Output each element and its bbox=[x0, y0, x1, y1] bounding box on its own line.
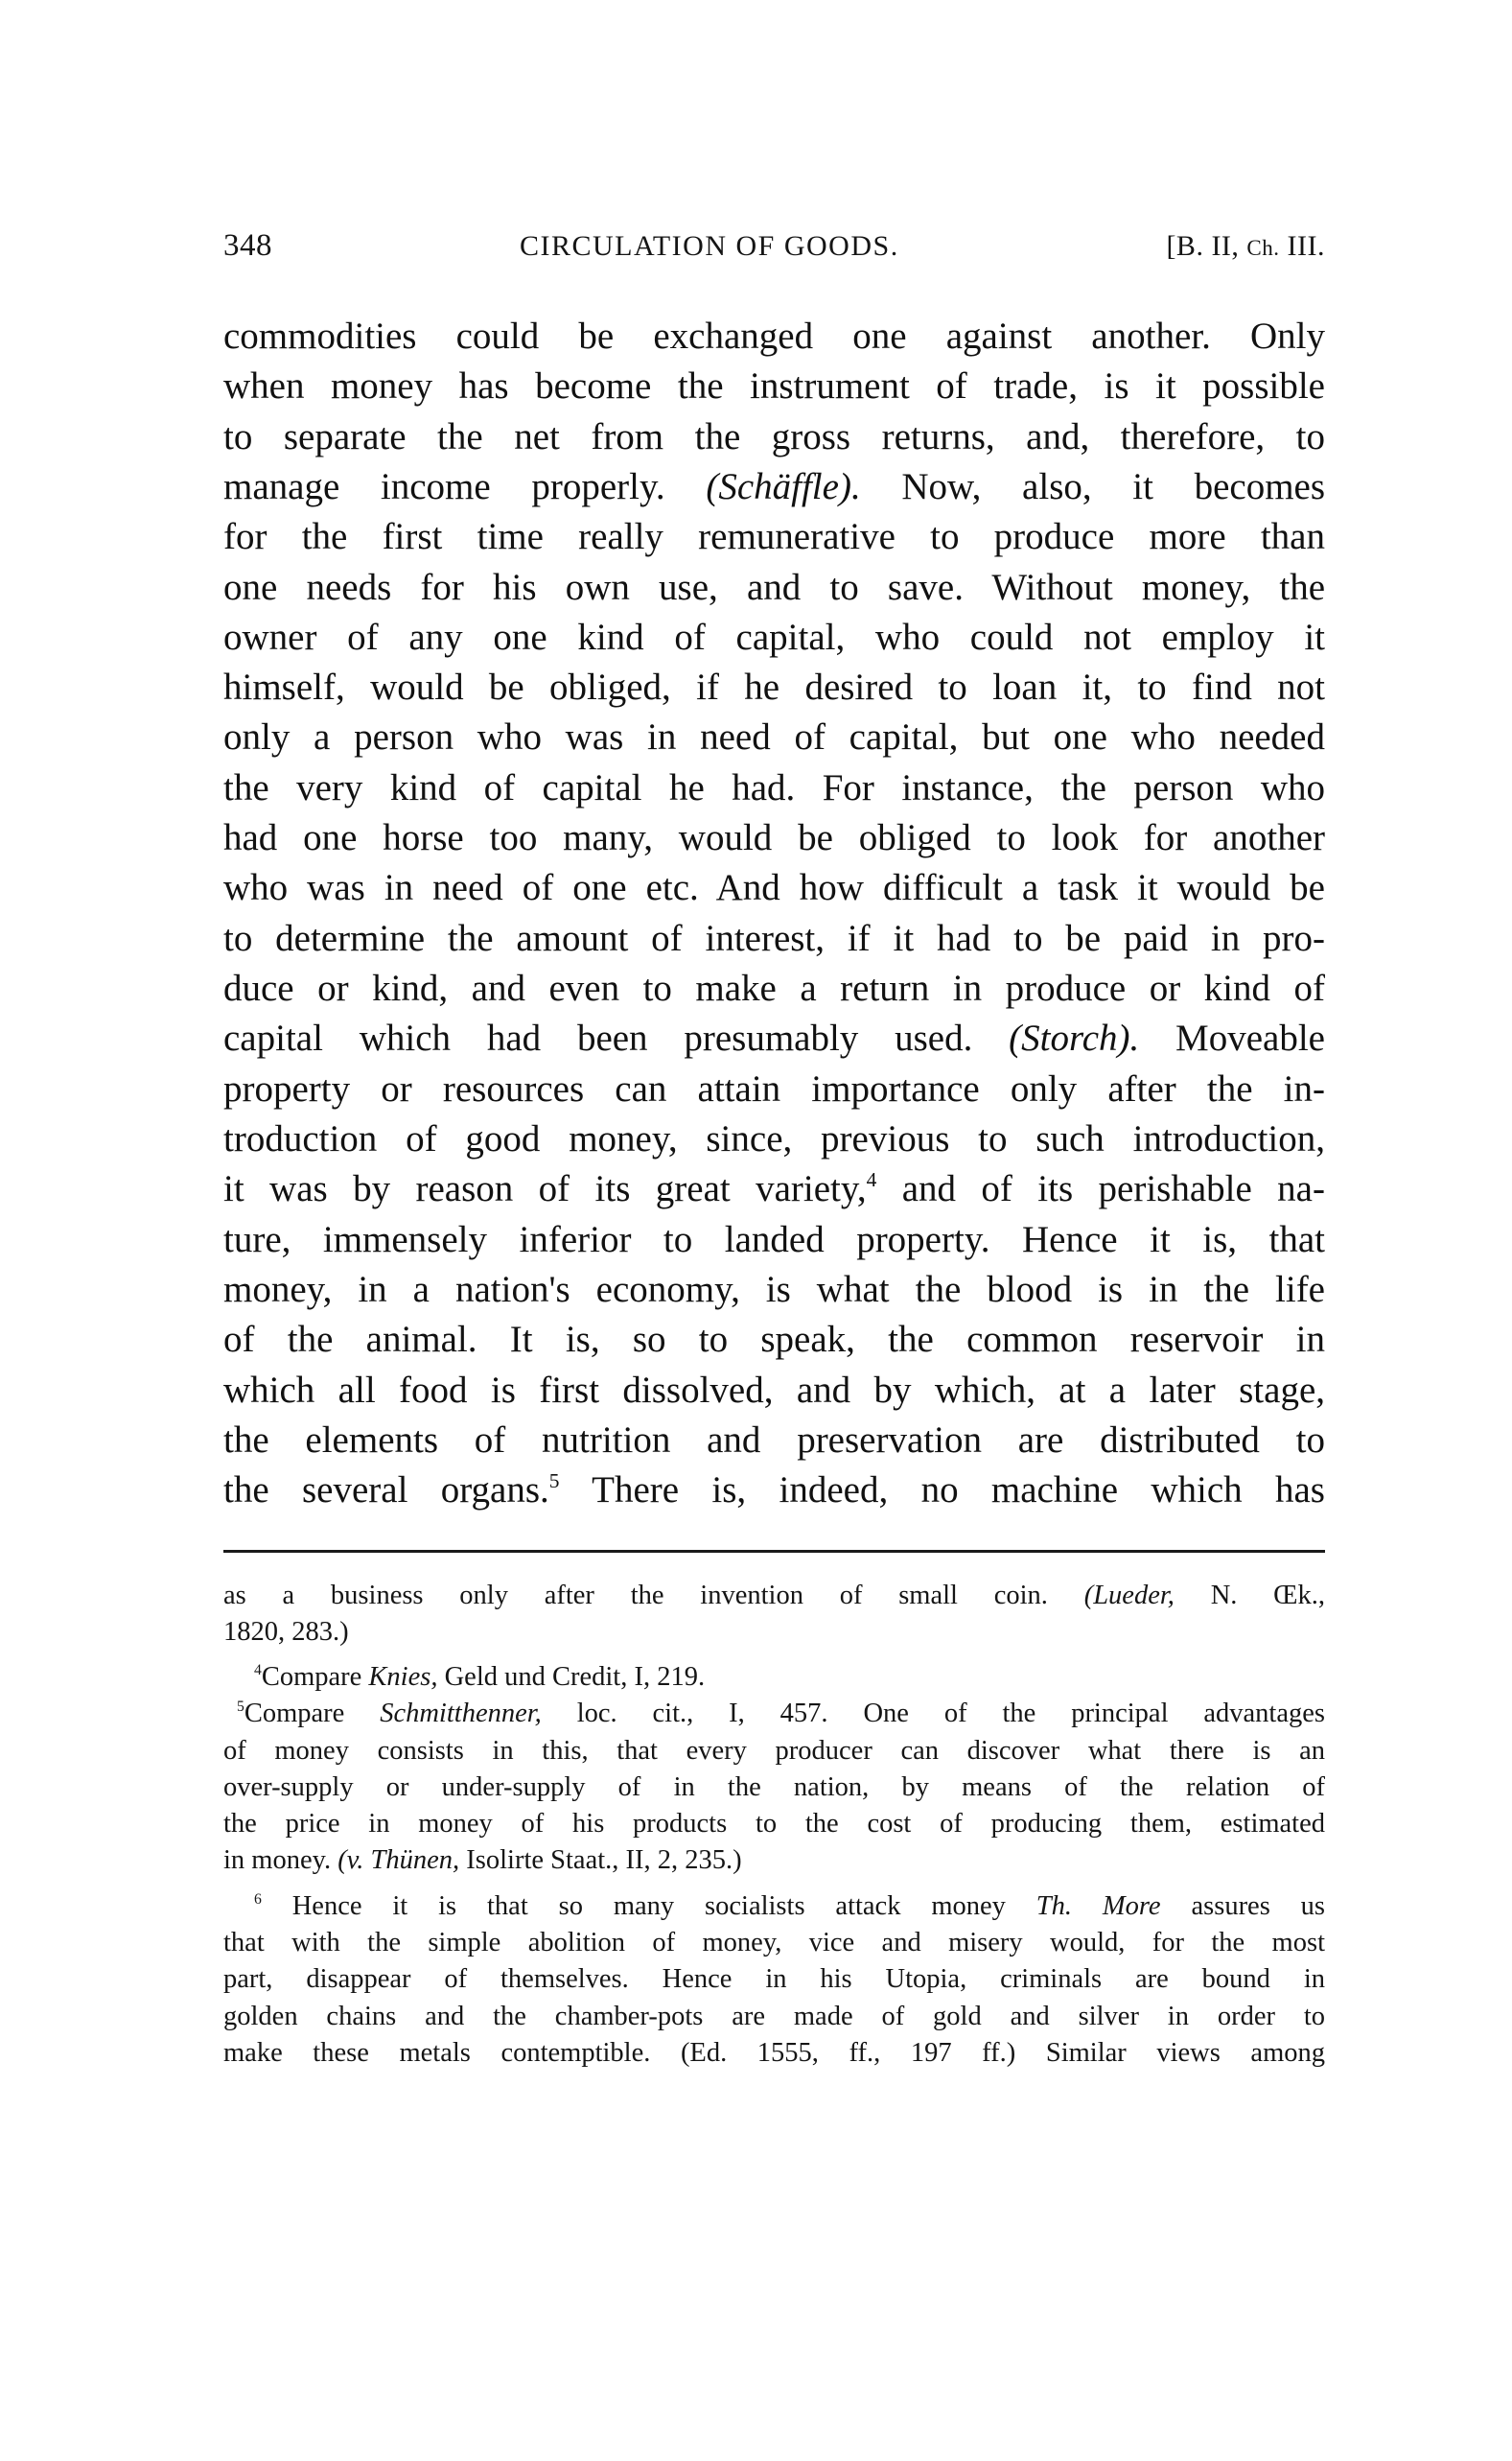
body-line: the elements of nutrition and preservation are distributed to bbox=[223, 1419, 1325, 1461]
body-line: when money has become the instrument of trade, is it possible bbox=[223, 365, 1325, 407]
body-line: himself, would be obliged, if he desired to loan it, to find not bbox=[223, 667, 1325, 708]
footnote-ref-4[interactable]: 4 bbox=[866, 1168, 877, 1191]
footnote-marker-5: 5 bbox=[237, 1699, 244, 1716]
footnote-text: assures us bbox=[1191, 1891, 1326, 1921]
section-ref-chapter-label: Ch. bbox=[1246, 236, 1280, 260]
footnote-4 bbox=[254, 1659, 1325, 1696]
body-line: property or resources can attain importance only after the in- bbox=[223, 1068, 1325, 1110]
footnote-text: in money. bbox=[223, 1845, 332, 1875]
footnote-author-thunen: (v. Thünen, bbox=[337, 1845, 460, 1875]
body-line: owner of any one kind of capital, who could not employ it bbox=[223, 617, 1325, 658]
body-line bbox=[223, 1465, 1325, 1515]
body-line: had one horse too many, would be obliged to look for another bbox=[223, 817, 1325, 858]
body-line: one needs for his own use, and to save. Without money, the bbox=[223, 567, 1325, 608]
footnote-author-more: Th. More bbox=[1035, 1891, 1161, 1921]
footnote-text: Geld und Credit, I, 219. bbox=[437, 1662, 706, 1692]
body-line-text: and of its perishable na- bbox=[901, 1168, 1325, 1209]
footnote-author-lueder: (Lueder, bbox=[1083, 1581, 1175, 1610]
footnote-line: the price in money of his products to the cost of producing them, estimated bbox=[223, 1809, 1325, 1839]
body-line: commodities could be exchanged one against another. Only bbox=[223, 316, 1325, 357]
body-line bbox=[223, 1164, 1325, 1214]
section-reference bbox=[1166, 230, 1325, 263]
body-line-text: Moveable bbox=[1175, 1018, 1325, 1059]
footnote-text: Isolirte Staat., II, 2, 235.) bbox=[459, 1845, 742, 1875]
footnote-line: golden chains and the chamber-pots are made of gold and silver in order to bbox=[223, 2002, 1325, 2031]
footnote-line bbox=[223, 1842, 1325, 1879]
body-line: which all food is first dissolved, and by which, at a later stage, bbox=[223, 1370, 1325, 1411]
footnote-marker-6: 6 bbox=[254, 1891, 262, 1909]
footnote-text: loc. cit., I, 457. One of the principal advantages bbox=[541, 1699, 1325, 1728]
footnote-line: of money consists in this, that every producer can discover what there is an bbox=[223, 1736, 1325, 1766]
body-line-text: Now, also, it becomes bbox=[901, 466, 1326, 507]
footnote-line: make these metals contemptible. (Ed. 1555, ff., 197 ff.) Similar views among bbox=[223, 2038, 1325, 2068]
body-line: of the animal. It is, so to speak, the common reservoir in bbox=[223, 1319, 1325, 1360]
footnote-line bbox=[223, 1578, 1325, 1614]
footnote-5 bbox=[237, 1696, 1325, 1732]
body-line: troduction of good money, since, previous to such introduction, bbox=[223, 1118, 1325, 1160]
body-line bbox=[223, 1014, 1325, 1064]
footnote-line: 1820, 283.) bbox=[223, 1617, 349, 1647]
running-title: CIRCULATION OF GOODS. bbox=[520, 230, 899, 262]
page-number: 348 bbox=[223, 228, 272, 263]
body-line-text: There is, indeed, no machine which has bbox=[592, 1469, 1325, 1511]
footnote-6 bbox=[254, 1888, 1325, 1925]
footnote-text: Compare bbox=[244, 1699, 381, 1728]
footnote-ref-5[interactable]: 5 bbox=[548, 1469, 560, 1492]
body-line-text: capital which had been presumably used. bbox=[223, 1018, 973, 1059]
body-line bbox=[223, 462, 1325, 512]
footnote-line: over-supply or under-supply of in the nation, by means of the relation of bbox=[223, 1772, 1325, 1802]
body-line: money, in a nation's economy, is what the blood is in the life bbox=[223, 1269, 1325, 1310]
body-line: to determine the amount of interest, if it had to be paid in pro- bbox=[223, 918, 1325, 959]
body-line-text: manage income properly. bbox=[223, 466, 665, 507]
footnote-separator-rule bbox=[223, 1550, 1325, 1553]
footnote-text: as a business only after the invention of small coin. bbox=[223, 1581, 1048, 1610]
body-line-text: it was by reason of its great variety, bbox=[223, 1168, 867, 1209]
footnote-author-schmitthenner: Schmitthenner, bbox=[380, 1699, 542, 1728]
footnote-marker-4: 4 bbox=[254, 1662, 262, 1679]
footnote-line: part, disappear of themselves. Hence in his Utopia, criminals are bound in bbox=[223, 1964, 1325, 1994]
section-ref-book: [B. II, bbox=[1166, 230, 1247, 262]
footnote-line: that with the simple abolition of money, vice and misery would, for the most bbox=[223, 1928, 1325, 1957]
footnote-author-knies: Knies, bbox=[368, 1662, 438, 1692]
footnote-text: N. Œk., bbox=[1210, 1581, 1326, 1610]
running-header bbox=[223, 228, 1325, 270]
body-line: who was in need of one etc. And how difficult a task it would be bbox=[223, 867, 1325, 908]
body-line: ture, immensely inferior to landed property. Hence it is, that bbox=[223, 1219, 1325, 1260]
body-line-text: the several organs. bbox=[223, 1469, 549, 1511]
body-line: to separate the net from the gross returns, and, therefore, to bbox=[223, 416, 1325, 457]
citation-storch: (Storch). bbox=[1009, 1018, 1140, 1059]
citation-schaffle: (Schäffle). bbox=[706, 466, 861, 507]
section-ref-chapter-number: III. bbox=[1279, 230, 1325, 262]
body-line: the very kind of capital he had. For instance, the person who bbox=[223, 767, 1325, 809]
body-line: for the first time really remunerative to produce more than bbox=[223, 516, 1325, 557]
body-line: only a person who was in need of capital, but one who needed bbox=[223, 716, 1325, 758]
footnote-text: Hence it is that so many socialists attack money bbox=[291, 1891, 1006, 1921]
footnote-text: Compare bbox=[261, 1662, 369, 1692]
body-line: duce or kind, and even to make a return in produce or kind of bbox=[223, 968, 1325, 1009]
